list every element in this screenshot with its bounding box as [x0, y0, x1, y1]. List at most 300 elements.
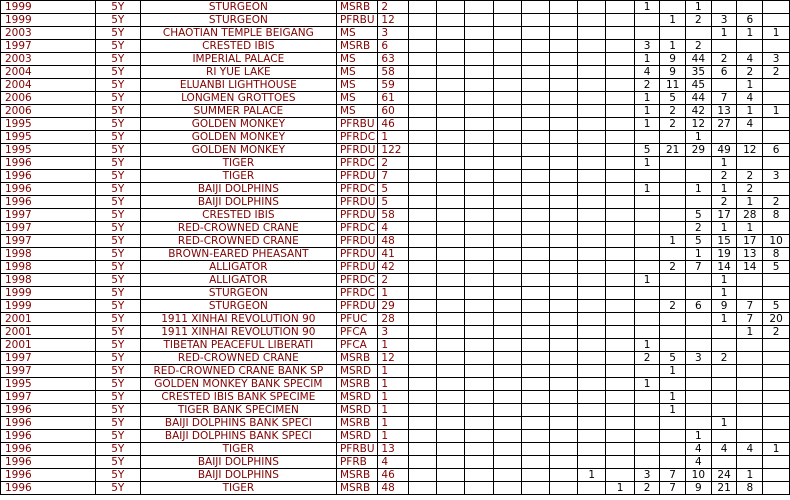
cell-name[interactable]: RED-CROWNED CRANE	[140, 235, 336, 248]
cell-c4[interactable]	[493, 53, 521, 66]
cell-c10[interactable]	[660, 222, 686, 235]
cell-c11[interactable]	[686, 157, 712, 170]
cell-c6[interactable]	[549, 378, 577, 391]
cell-c10[interactable]: 2	[660, 300, 686, 313]
cell-c10[interactable]	[660, 131, 686, 144]
cell-code[interactable]: PFUC	[336, 313, 377, 326]
cell-c1[interactable]	[409, 40, 437, 53]
cell-c1[interactable]	[409, 170, 437, 183]
cell-c1[interactable]	[409, 300, 437, 313]
cell-name[interactable]: CRESTED IBIS	[140, 209, 336, 222]
cell-c5[interactable]	[521, 391, 549, 404]
cell-qty[interactable]: 2	[378, 1, 409, 14]
cell-year[interactable]: 1996	[1, 196, 96, 209]
cell-code[interactable]: PFRBU	[336, 14, 377, 27]
cell-c9[interactable]: 1	[634, 53, 659, 66]
cell-c10[interactable]: 7	[660, 469, 686, 482]
cell-c4[interactable]	[493, 1, 521, 14]
cell-c9[interactable]	[634, 326, 659, 339]
cell-c1[interactable]	[409, 118, 437, 131]
cell-code[interactable]: MS	[336, 27, 377, 40]
cell-year[interactable]: 1996	[1, 157, 96, 170]
cell-c8[interactable]	[606, 469, 634, 482]
cell-c9[interactable]: 1	[634, 183, 659, 196]
cell-c5[interactable]	[521, 92, 549, 105]
cell-c11[interactable]: 2	[686, 222, 712, 235]
cell-year[interactable]: 1996	[1, 417, 96, 430]
cell-c10[interactable]: 2	[660, 105, 686, 118]
cell-c3[interactable]	[465, 209, 493, 222]
cell-c2[interactable]	[437, 14, 465, 27]
cell-c8[interactable]	[606, 144, 634, 157]
cell-c2[interactable]	[437, 469, 465, 482]
cell-size[interactable]: 5Y	[95, 404, 140, 417]
cell-c3[interactable]	[465, 157, 493, 170]
cell-name[interactable]: TIGER	[140, 170, 336, 183]
cell-c13[interactable]	[737, 365, 763, 378]
cell-c6[interactable]	[549, 222, 577, 235]
cell-year[interactable]: 1997	[1, 222, 96, 235]
cell-c12[interactable]: 9	[711, 300, 737, 313]
cell-c3[interactable]	[465, 378, 493, 391]
cell-c10[interactable]: 2	[660, 118, 686, 131]
cell-c12[interactable]	[711, 404, 737, 417]
cell-code[interactable]: MSRB	[336, 417, 377, 430]
cell-c12[interactable]: 1	[711, 287, 737, 300]
cell-c7[interactable]	[578, 222, 606, 235]
cell-c2[interactable]	[437, 482, 465, 495]
cell-c10[interactable]: 1	[660, 14, 686, 27]
cell-name[interactable]: GOLDEN MONKEY BANK SPECIM	[140, 378, 336, 391]
cell-c8[interactable]	[606, 456, 634, 469]
cell-year[interactable]: 1998	[1, 248, 96, 261]
cell-c1[interactable]	[409, 482, 437, 495]
cell-c5[interactable]	[521, 53, 549, 66]
cell-c9[interactable]: 1	[634, 339, 659, 352]
cell-name[interactable]: STURGEON	[140, 300, 336, 313]
cell-c8[interactable]	[606, 300, 634, 313]
cell-qty[interactable]: 28	[378, 313, 409, 326]
cell-c8[interactable]	[606, 391, 634, 404]
cell-size[interactable]: 5Y	[95, 1, 140, 14]
cell-c2[interactable]	[437, 105, 465, 118]
cell-c3[interactable]	[465, 144, 493, 157]
cell-year[interactable]: 2004	[1, 66, 96, 79]
cell-c3[interactable]	[465, 261, 493, 274]
cell-code[interactable]: PFRDU	[336, 248, 377, 261]
cell-c7[interactable]	[578, 183, 606, 196]
cell-c13[interactable]	[737, 40, 763, 53]
cell-c7[interactable]	[578, 261, 606, 274]
cell-c5[interactable]	[521, 235, 549, 248]
cell-c6[interactable]	[549, 352, 577, 365]
cell-year[interactable]: 1995	[1, 144, 96, 157]
cell-size[interactable]: 5Y	[95, 443, 140, 456]
cell-c13[interactable]	[737, 274, 763, 287]
cell-c7[interactable]	[578, 443, 606, 456]
cell-name[interactable]: TIBETAN PEACEFUL LIBERATI	[140, 339, 336, 352]
cell-c13[interactable]: 2	[737, 183, 763, 196]
cell-c6[interactable]	[549, 456, 577, 469]
cell-c8[interactable]	[606, 170, 634, 183]
cell-c13[interactable]	[737, 339, 763, 352]
cell-name[interactable]: SUMMER PALACE	[140, 105, 336, 118]
cell-c7[interactable]	[578, 170, 606, 183]
cell-c6[interactable]	[549, 131, 577, 144]
cell-qty[interactable]: 58	[378, 66, 409, 79]
cell-c11[interactable]: 2	[686, 40, 712, 53]
cell-c2[interactable]	[437, 157, 465, 170]
cell-c4[interactable]	[493, 456, 521, 469]
cell-c12[interactable]: 7	[711, 92, 737, 105]
cell-c14[interactable]: 20	[763, 313, 790, 326]
cell-c2[interactable]	[437, 339, 465, 352]
cell-c5[interactable]	[521, 339, 549, 352]
cell-c2[interactable]	[437, 66, 465, 79]
cell-year[interactable]: 1995	[1, 378, 96, 391]
cell-c1[interactable]	[409, 157, 437, 170]
cell-year[interactable]: 1996	[1, 482, 96, 495]
cell-qty[interactable]: 122	[378, 144, 409, 157]
cell-qty[interactable]: 42	[378, 261, 409, 274]
cell-c12[interactable]: 27	[711, 118, 737, 131]
cell-c3[interactable]	[465, 235, 493, 248]
cell-c2[interactable]	[437, 261, 465, 274]
cell-c9[interactable]	[634, 196, 659, 209]
cell-c14[interactable]: 2	[763, 196, 790, 209]
cell-c1[interactable]	[409, 235, 437, 248]
cell-c6[interactable]	[549, 27, 577, 40]
cell-c8[interactable]	[606, 352, 634, 365]
cell-c5[interactable]	[521, 248, 549, 261]
cell-c2[interactable]	[437, 404, 465, 417]
cell-year[interactable]: 1997	[1, 40, 96, 53]
cell-c12[interactable]: 2	[711, 170, 737, 183]
cell-c7[interactable]	[578, 430, 606, 443]
cell-c2[interactable]	[437, 378, 465, 391]
cell-c8[interactable]	[606, 157, 634, 170]
cell-year[interactable]: 1995	[1, 118, 96, 131]
cell-c6[interactable]	[549, 417, 577, 430]
cell-c9[interactable]: 5	[634, 144, 659, 157]
cell-year[interactable]: 1999	[1, 1, 96, 14]
cell-c3[interactable]	[465, 131, 493, 144]
cell-c3[interactable]	[465, 53, 493, 66]
cell-c5[interactable]	[521, 274, 549, 287]
cell-c4[interactable]	[493, 339, 521, 352]
cell-qty[interactable]: 63	[378, 53, 409, 66]
cell-c14[interactable]: 10	[763, 235, 790, 248]
cell-code[interactable]: MS	[336, 66, 377, 79]
cell-c14[interactable]	[763, 79, 790, 92]
cell-c10[interactable]	[660, 417, 686, 430]
cell-c8[interactable]	[606, 339, 634, 352]
cell-qty[interactable]: 1	[378, 417, 409, 430]
cell-code[interactable]: PFCA	[336, 326, 377, 339]
cell-c7[interactable]	[578, 27, 606, 40]
cell-c4[interactable]	[493, 378, 521, 391]
cell-c1[interactable]	[409, 456, 437, 469]
cell-c10[interactable]	[660, 430, 686, 443]
cell-c5[interactable]	[521, 14, 549, 27]
cell-name[interactable]: 1911 XINHAI REVOLUTION 90	[140, 326, 336, 339]
cell-size[interactable]: 5Y	[95, 222, 140, 235]
cell-c5[interactable]	[521, 1, 549, 14]
cell-c6[interactable]	[549, 196, 577, 209]
cell-qty[interactable]: 4	[378, 222, 409, 235]
cell-c12[interactable]: 49	[711, 144, 737, 157]
cell-c11[interactable]	[686, 170, 712, 183]
cell-size[interactable]: 5Y	[95, 196, 140, 209]
cell-c9[interactable]: 1	[634, 118, 659, 131]
cell-year[interactable]: 2004	[1, 79, 96, 92]
cell-c12[interactable]: 17	[711, 209, 737, 222]
cell-c11[interactable]: 7	[686, 261, 712, 274]
cell-year[interactable]: 1999	[1, 287, 96, 300]
cell-c12[interactable]: 2	[711, 352, 737, 365]
cell-year[interactable]: 2006	[1, 105, 96, 118]
cell-c7[interactable]	[578, 131, 606, 144]
cell-c7[interactable]	[578, 118, 606, 131]
cell-c4[interactable]	[493, 352, 521, 365]
cell-c3[interactable]	[465, 248, 493, 261]
cell-qty[interactable]: 46	[378, 118, 409, 131]
cell-name[interactable]: RED-CROWNED CRANE	[140, 222, 336, 235]
cell-c13[interactable]: 1	[737, 105, 763, 118]
cell-c1[interactable]	[409, 248, 437, 261]
cell-size[interactable]: 5Y	[95, 144, 140, 157]
cell-c12[interactable]: 1	[711, 417, 737, 430]
cell-c2[interactable]	[437, 196, 465, 209]
cell-c3[interactable]	[465, 456, 493, 469]
cell-size[interactable]: 5Y	[95, 66, 140, 79]
cell-code[interactable]: PFRDC	[336, 157, 377, 170]
cell-qty[interactable]: 1	[378, 430, 409, 443]
cell-c14[interactable]	[763, 183, 790, 196]
cell-c11[interactable]: 4	[686, 456, 712, 469]
cell-c13[interactable]	[737, 352, 763, 365]
cell-c7[interactable]	[578, 40, 606, 53]
cell-c5[interactable]	[521, 404, 549, 417]
cell-c13[interactable]: 28	[737, 209, 763, 222]
cell-qty[interactable]: 46	[378, 469, 409, 482]
cell-c6[interactable]	[549, 53, 577, 66]
cell-code[interactable]: MSRB	[336, 1, 377, 14]
cell-c3[interactable]	[465, 1, 493, 14]
cell-c2[interactable]	[437, 222, 465, 235]
cell-c10[interactable]	[660, 378, 686, 391]
cell-c4[interactable]	[493, 118, 521, 131]
cell-c5[interactable]	[521, 222, 549, 235]
cell-c7[interactable]	[578, 417, 606, 430]
cell-year[interactable]: 1999	[1, 300, 96, 313]
cell-c10[interactable]	[660, 1, 686, 14]
cell-c2[interactable]	[437, 235, 465, 248]
cell-name[interactable]: BAIJI DOLPHINS	[140, 183, 336, 196]
cell-c9[interactable]	[634, 131, 659, 144]
cell-size[interactable]: 5Y	[95, 287, 140, 300]
cell-c9[interactable]	[634, 235, 659, 248]
cell-c8[interactable]	[606, 1, 634, 14]
cell-year[interactable]: 1998	[1, 274, 96, 287]
cell-c7[interactable]	[578, 105, 606, 118]
cell-c14[interactable]	[763, 391, 790, 404]
cell-c5[interactable]	[521, 40, 549, 53]
cell-c7[interactable]	[578, 339, 606, 352]
cell-c11[interactable]	[686, 313, 712, 326]
cell-c8[interactable]	[606, 274, 634, 287]
cell-c12[interactable]	[711, 40, 737, 53]
cell-code[interactable]: MSRB	[336, 469, 377, 482]
cell-c14[interactable]: 1	[763, 105, 790, 118]
cell-c10[interactable]	[660, 209, 686, 222]
cell-c1[interactable]	[409, 53, 437, 66]
cell-c8[interactable]	[606, 92, 634, 105]
cell-c1[interactable]	[409, 261, 437, 274]
cell-c13[interactable]	[737, 287, 763, 300]
cell-c2[interactable]	[437, 417, 465, 430]
cell-c2[interactable]	[437, 79, 465, 92]
cell-c7[interactable]	[578, 209, 606, 222]
cell-c14[interactable]	[763, 430, 790, 443]
cell-c2[interactable]	[437, 209, 465, 222]
cell-c8[interactable]	[606, 365, 634, 378]
cell-size[interactable]: 5Y	[95, 391, 140, 404]
cell-c6[interactable]	[549, 443, 577, 456]
cell-c9[interactable]	[634, 248, 659, 261]
cell-c4[interactable]	[493, 183, 521, 196]
cell-name[interactable]: ALLIGATOR	[140, 274, 336, 287]
cell-c14[interactable]: 1	[763, 27, 790, 40]
cell-c7[interactable]	[578, 378, 606, 391]
cell-c11[interactable]: 12	[686, 118, 712, 131]
cell-c3[interactable]	[465, 92, 493, 105]
cell-c11[interactable]: 1	[686, 131, 712, 144]
cell-c9[interactable]	[634, 209, 659, 222]
cell-size[interactable]: 5Y	[95, 92, 140, 105]
cell-c1[interactable]	[409, 326, 437, 339]
cell-c13[interactable]: 2	[737, 66, 763, 79]
cell-c5[interactable]	[521, 157, 549, 170]
cell-c2[interactable]	[437, 443, 465, 456]
cell-c1[interactable]	[409, 391, 437, 404]
cell-c9[interactable]	[634, 14, 659, 27]
cell-c12[interactable]	[711, 326, 737, 339]
cell-year[interactable]: 2003	[1, 27, 96, 40]
cell-name[interactable]: BAIJI DOLPHINS	[140, 469, 336, 482]
cell-c13[interactable]	[737, 378, 763, 391]
cell-c1[interactable]	[409, 209, 437, 222]
cell-c2[interactable]	[437, 27, 465, 40]
cell-year[interactable]: 1999	[1, 14, 96, 27]
cell-c10[interactable]	[660, 274, 686, 287]
cell-code[interactable]: MSRD	[336, 404, 377, 417]
cell-c10[interactable]	[660, 170, 686, 183]
cell-name[interactable]: STURGEON	[140, 1, 336, 14]
cell-c3[interactable]	[465, 391, 493, 404]
cell-c4[interactable]	[493, 235, 521, 248]
cell-size[interactable]: 5Y	[95, 326, 140, 339]
cell-c2[interactable]	[437, 300, 465, 313]
cell-c10[interactable]	[660, 27, 686, 40]
cell-code[interactable]: PFRBU	[336, 443, 377, 456]
cell-c14[interactable]: 3	[763, 53, 790, 66]
cell-c7[interactable]	[578, 248, 606, 261]
cell-c5[interactable]	[521, 287, 549, 300]
cell-c10[interactable]: 21	[660, 144, 686, 157]
cell-c2[interactable]	[437, 352, 465, 365]
cell-c12[interactable]	[711, 430, 737, 443]
cell-size[interactable]: 5Y	[95, 274, 140, 287]
cell-c12[interactable]: 6	[711, 66, 737, 79]
cell-c14[interactable]	[763, 222, 790, 235]
cell-c10[interactable]: 1	[660, 391, 686, 404]
cell-code[interactable]: PFRDC	[336, 274, 377, 287]
cell-c13[interactable]	[737, 456, 763, 469]
cell-c13[interactable]	[737, 430, 763, 443]
cell-c11[interactable]: 5	[686, 235, 712, 248]
cell-c10[interactable]	[660, 196, 686, 209]
cell-c8[interactable]	[606, 27, 634, 40]
cell-c1[interactable]	[409, 352, 437, 365]
cell-c14[interactable]	[763, 287, 790, 300]
cell-c10[interactable]	[660, 326, 686, 339]
cell-c9[interactable]: 2	[634, 482, 659, 495]
cell-code[interactable]: PFRBU	[336, 118, 377, 131]
cell-c3[interactable]	[465, 430, 493, 443]
cell-c13[interactable]: 14	[737, 261, 763, 274]
cell-year[interactable]: 2001	[1, 313, 96, 326]
cell-c10[interactable]: 1	[660, 404, 686, 417]
cell-c6[interactable]	[549, 183, 577, 196]
cell-year[interactable]: 1996	[1, 170, 96, 183]
cell-c6[interactable]	[549, 144, 577, 157]
cell-c8[interactable]	[606, 79, 634, 92]
cell-c1[interactable]	[409, 378, 437, 391]
cell-c12[interactable]: 14	[711, 261, 737, 274]
cell-c13[interactable]: 8	[737, 482, 763, 495]
cell-c4[interactable]	[493, 27, 521, 40]
cell-name[interactable]: RI YUE LAKE	[140, 66, 336, 79]
cell-c14[interactable]: 2	[763, 326, 790, 339]
cell-c1[interactable]	[409, 131, 437, 144]
cell-c13[interactable]: 7	[737, 313, 763, 326]
cell-c8[interactable]	[606, 248, 634, 261]
cell-c4[interactable]	[493, 274, 521, 287]
cell-c2[interactable]	[437, 313, 465, 326]
cell-year[interactable]: 1998	[1, 261, 96, 274]
cell-c11[interactable]: 3	[686, 352, 712, 365]
cell-c6[interactable]	[549, 105, 577, 118]
cell-c5[interactable]	[521, 443, 549, 456]
cell-c3[interactable]	[465, 287, 493, 300]
cell-c1[interactable]	[409, 222, 437, 235]
cell-c9[interactable]	[634, 261, 659, 274]
cell-name[interactable]: CRESTED IBIS BANK SPECIME	[140, 391, 336, 404]
cell-c8[interactable]	[606, 40, 634, 53]
cell-c14[interactable]: 3	[763, 170, 790, 183]
cell-c5[interactable]	[521, 183, 549, 196]
cell-c4[interactable]	[493, 222, 521, 235]
cell-c7[interactable]	[578, 14, 606, 27]
cell-size[interactable]: 5Y	[95, 313, 140, 326]
cell-qty[interactable]: 58	[378, 209, 409, 222]
cell-c9[interactable]: 3	[634, 469, 659, 482]
cell-c3[interactable]	[465, 443, 493, 456]
cell-c11[interactable]	[686, 365, 712, 378]
cell-code[interactable]: MSRB	[336, 378, 377, 391]
cell-c6[interactable]	[549, 391, 577, 404]
